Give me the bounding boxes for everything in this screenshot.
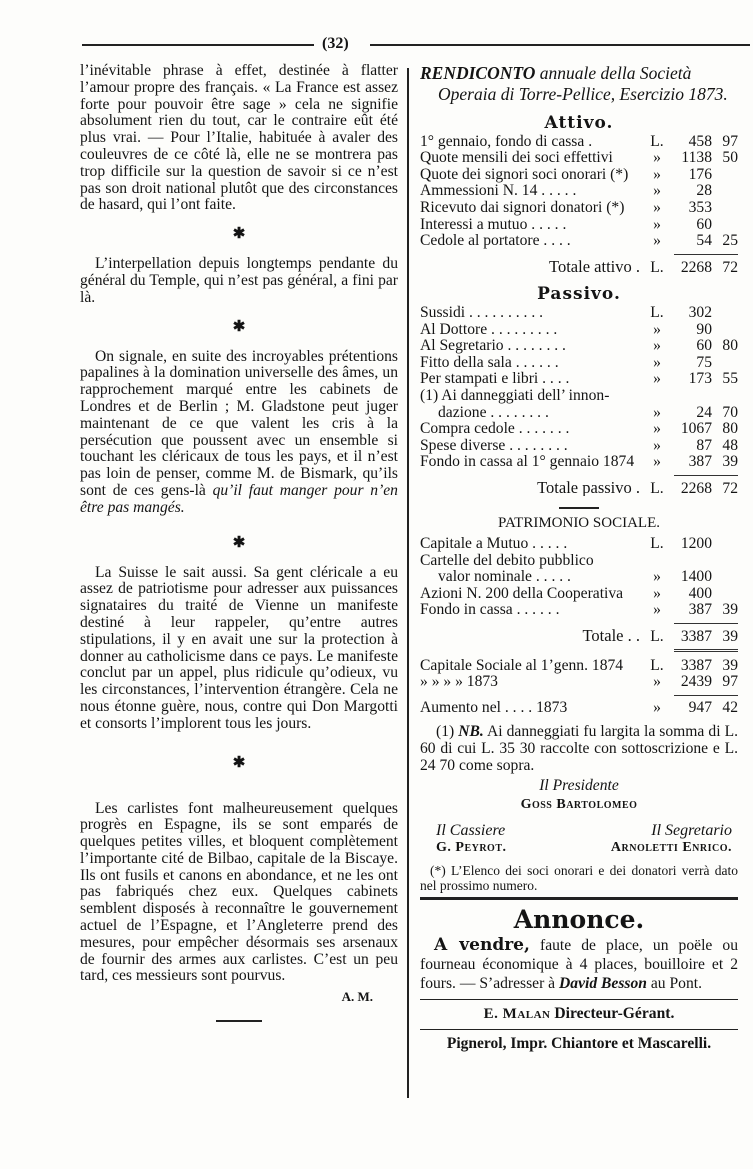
paragraph-interpellation: L’interpellation depuis longtemps pendante du général du Temple, qui n’est pas général, a fini par là. xyxy=(80,255,398,306)
right-column xyxy=(420,63,738,1053)
row-currency: » xyxy=(653,584,661,602)
patrimonio-total xyxy=(420,628,738,646)
paragraph-rapprochement xyxy=(80,349,398,517)
footnote-text: Ai danneggiati fu largita la somma di L. 60 di cui L. 35 30 raccolte con sottoscrizione e L. 24 70 come sopra. xyxy=(420,723,738,774)
cashier-name: G. Peyrot. xyxy=(436,839,507,855)
increase-row xyxy=(420,700,738,717)
table-row xyxy=(420,674,738,691)
table-row xyxy=(420,405,738,422)
left-column xyxy=(80,63,398,1022)
table-row xyxy=(420,553,738,570)
officer-names xyxy=(420,840,738,857)
total-cents: 39 xyxy=(722,628,738,646)
row-currency: » xyxy=(653,232,661,250)
patrimonio-heading: PATRIMONIO SOCIALE. xyxy=(498,515,660,532)
row-lire: 60 xyxy=(696,337,712,355)
paragraph-italic: qu’il faut manger pour n’en être pas mangés. xyxy=(80,481,398,516)
table-row xyxy=(420,183,738,200)
president-title: Il Presidente xyxy=(539,777,619,795)
separator-star-icon: ✱ xyxy=(232,226,246,243)
table-row xyxy=(420,322,738,339)
row-label: Capitale Sociale al 1’genn. 1874 xyxy=(420,657,624,674)
officer-titles xyxy=(420,823,738,840)
total-lire: 3387 xyxy=(680,628,712,646)
table-row xyxy=(420,233,738,250)
row-currency: » xyxy=(653,165,661,183)
row-lire: 90 xyxy=(696,320,712,338)
row-lire: 302 xyxy=(688,303,712,321)
table-row xyxy=(420,200,738,217)
row-cents: 97 xyxy=(722,673,738,691)
row-cents: 39 xyxy=(722,453,738,471)
passivo-heading: Passivo. xyxy=(537,284,621,305)
row-currency: L. xyxy=(650,132,664,150)
row-lire: 1200 xyxy=(680,535,712,553)
separator-star-icon: ✱ xyxy=(232,534,246,551)
report-title-rest: annuale della Società Operaia di Torre-Pellice, Esercizio 1873. xyxy=(438,63,728,104)
column-separator xyxy=(407,68,409,1098)
thick-rule xyxy=(420,897,738,900)
row-currency: » xyxy=(653,215,661,233)
total-lire: 2268 xyxy=(680,258,712,276)
separator-star-icon: ✱ xyxy=(232,318,246,335)
table-row xyxy=(420,305,738,322)
capital-table xyxy=(420,658,738,691)
row-currency: L. xyxy=(650,303,664,321)
footnote xyxy=(420,724,738,774)
header-rule-right xyxy=(370,44,750,46)
president-name: Goss Bartolomeo xyxy=(520,796,638,812)
table-row xyxy=(420,438,738,455)
row-cents: 25 xyxy=(722,232,738,250)
annonce-heading: Annonce. xyxy=(513,904,645,934)
row-currency: L. xyxy=(650,535,664,553)
row-lire: 387 xyxy=(688,601,712,619)
row-currency: » xyxy=(653,453,661,471)
row-cents: 48 xyxy=(722,436,738,454)
advertisement xyxy=(420,936,738,993)
table-row xyxy=(420,421,738,438)
row-label: Quote mensili dei soci effettivi xyxy=(420,150,613,167)
report-title-bold: RENDICONTO xyxy=(420,63,536,83)
row-lire: 24 xyxy=(696,403,712,421)
total-currency: L. xyxy=(650,628,664,646)
cashier-title: Il Cassiere xyxy=(436,822,506,840)
row-currency: » xyxy=(653,673,661,691)
row-lire: 173 xyxy=(688,370,712,388)
table-row xyxy=(420,150,738,167)
gerant-line xyxy=(420,1006,738,1023)
table-row xyxy=(420,602,738,619)
row-lire: 458 xyxy=(688,132,712,150)
author-signature: A. M. xyxy=(341,989,373,1005)
secretary-title: Il Segretario xyxy=(651,822,732,840)
row-label: » » » » 1873 xyxy=(420,674,498,691)
row-label: 1° gennaio, fondo di cassa . xyxy=(420,133,593,150)
row-cents: 39 xyxy=(722,656,738,674)
row-label: Sussidi . . . . . . . . . . xyxy=(420,304,544,321)
table-row xyxy=(420,217,738,234)
row-currency: L. xyxy=(650,656,664,674)
passivo-table xyxy=(420,305,738,471)
row-cents: 39 xyxy=(722,601,738,619)
total-currency: L. xyxy=(650,479,664,497)
table-row xyxy=(420,569,738,586)
footnote-nb: NB. xyxy=(458,723,484,741)
row-label: Al Segretario . . . . . . . . xyxy=(420,338,566,355)
row-cents: 70 xyxy=(722,403,738,421)
end-rule xyxy=(216,1020,262,1022)
paragraph-carlistes: Les carlistes font malheureusement quelques progrès en Espagne, ils se sont emparés de quelques petites villes, et bloquent complètement l’importante cité de Bilbao, capitale de la Biscaye. Ils ont fusils et canons en abondance, et ne les ont pas fabriqués chez eux. Quelques cabinets semblent disposés à reconnaître le gouvernement actuel de l’Espagne, et l’Angleterre prend des mesures, pour empêcher désormais ses arsenaux de fournir des armes aux carlistes. C’est un peu tard, ces messieurs sont pourvus. xyxy=(80,799,398,985)
row-label: Cedole al portatore . . . . xyxy=(420,233,571,250)
row-lire: 60 xyxy=(696,215,712,233)
double-rule xyxy=(674,649,738,652)
row-cents: 80 xyxy=(722,420,738,438)
row-cents: 80 xyxy=(722,337,738,355)
row-currency: » xyxy=(653,353,661,371)
page-number: (32) xyxy=(322,35,349,52)
table-row xyxy=(420,134,738,151)
row-currency: » xyxy=(653,601,661,619)
row-label: Spese diverse . . . . . . . . xyxy=(420,437,568,454)
rule xyxy=(420,999,738,1001)
table-row xyxy=(420,371,738,388)
header-rule-left xyxy=(82,44,314,46)
sum-rule xyxy=(674,623,738,624)
attivo-total xyxy=(420,259,738,277)
row-label: Fitto della sala . . . . . . xyxy=(420,354,559,371)
row-label: Ricevuto dai signori donatori (*) xyxy=(420,199,625,216)
row-label: Al Dottore . . . . . . . . . xyxy=(420,321,558,338)
row-lire: 1400 xyxy=(680,568,712,586)
row-label: valor nominale . . . . . xyxy=(438,569,571,586)
paragraph-text: On signale, en suite des incroyables prétentions papalines à la domination universelle des âmes, un rapprochement marqué entre les cabinets de Londres et de Berlin ; M. Gladstone peut juger maintenant de ce que valent les cris à la persécution que poussent avec un ensemble si touchant les cléricaux de tous les pays, et il n’est pas loin de penser, comme M. de Bismark, qu’ils sont de ces gens-là xyxy=(80,347,398,499)
total-cents: 72 xyxy=(722,258,738,276)
row-lire: 353 xyxy=(688,198,712,216)
report-title xyxy=(420,63,738,105)
secretary-name: Arnoletti Enrico. xyxy=(610,839,732,855)
row-currency: » xyxy=(653,370,661,388)
row-label: Capitale a Mutuo . . . . . xyxy=(420,536,568,553)
sum-rule xyxy=(674,695,738,696)
patrimonio-table xyxy=(420,536,738,619)
rule xyxy=(420,1029,738,1031)
row-lire: 54 xyxy=(696,232,712,250)
row-currency: » xyxy=(653,568,661,586)
table-row xyxy=(420,167,738,184)
total-label: Totale . . xyxy=(582,628,640,645)
row-cents: 55 xyxy=(722,370,738,388)
gerant-name: E. Malan xyxy=(483,1006,551,1023)
row-label: dazione . . . . . . . . xyxy=(438,404,549,421)
row-cents: 97 xyxy=(722,132,738,150)
row-lire: 28 xyxy=(696,182,712,200)
row-currency: » xyxy=(653,436,661,454)
paragraph-continuation: l’inévitable phrase à effet, destinée à flatter l’amour propre des français. « La France est assez forte pour pouvoir être sage » cela ne signifie absolument rien du tout, car le contraire eût été plus vrai. — Pour l’Italie, habituée à avaler des couleuvres de ce côté là, elle ne se montrera pas trop difficile sur la question de savoir si ce n’est pas son droit national plutôt que des circonstances de hasard, qui l’ont faite. xyxy=(80,62,398,214)
table-row xyxy=(420,658,738,675)
table-row xyxy=(420,338,738,355)
row-label: Fondo in cassa . . . . . . xyxy=(420,602,560,619)
row-label: Interessi a mutuo . . . . . xyxy=(420,216,567,233)
total-label: Totale attivo . xyxy=(549,258,640,276)
row-currency: » xyxy=(653,698,661,716)
table-row xyxy=(420,388,738,405)
row-currency: » xyxy=(653,403,661,421)
table-row xyxy=(420,536,738,553)
row-lire: 400 xyxy=(688,584,712,602)
section-rule xyxy=(559,507,599,509)
row-label: Aumento nel . . . . 1873 xyxy=(420,699,568,716)
row-label: Compra cedole . . . . . . . xyxy=(420,421,570,438)
ad-text: faute de place, un poële ou fourneau économique à 4 places, bouilloire et 2 fours. — S’adresser à xyxy=(420,936,738,992)
row-label: Cartelle del debito pubblico xyxy=(420,552,594,569)
page-header xyxy=(82,35,750,55)
row-lire: 176 xyxy=(688,165,712,183)
ad-lead: A vendre, xyxy=(434,934,530,955)
row-currency: » xyxy=(653,337,661,355)
table-row xyxy=(420,454,738,471)
row-lire: 3387 xyxy=(680,656,712,674)
row-currency: » xyxy=(653,198,661,216)
sum-rule xyxy=(674,254,738,255)
gerant-title: Directeur-Gérant. xyxy=(554,1005,675,1023)
row-label: Quote dei signori soci onorari (*) xyxy=(420,166,629,183)
total-currency: L. xyxy=(650,258,664,276)
row-cents: 42 xyxy=(722,698,738,716)
row-currency: » xyxy=(653,320,661,338)
asterisk-note: (*) L’Elenco dei soci onorari e dei donatori verrà dato nel prossimo numero. xyxy=(420,862,738,893)
ad-name: David Besson xyxy=(559,974,647,992)
row-lire: 947 xyxy=(688,698,712,716)
attivo-heading: Attivo. xyxy=(544,113,614,133)
total-cents: 72 xyxy=(722,479,738,497)
paragraph-suisse: La Suisse le sait aussi. Sa gent cléricale a eu assez de patriotisme pour adresser aux puissances signataires du traité de Vienne un manifeste destiné à leur rappeler, qu’entre autres stipulations, il y en avait une sur la protection à donner au catholicisme dans ce pays. Le manifeste conclut par un appel, plus ridicule qu’odieux, vu les circonstances, l’intervention étrangère. Cela ne nous étonne guère, nous, contre qui Don Margotti et consorts l’implorent tous les jours. xyxy=(80,563,398,732)
row-currency: » xyxy=(653,182,661,200)
row-label: Per stampati e libri . . . . xyxy=(420,371,570,388)
ad-tail: au Pont. xyxy=(650,974,702,992)
separator-star-icon: ✱ xyxy=(232,754,246,771)
footnote-marker: (1) xyxy=(436,723,455,741)
sum-rule xyxy=(674,475,738,476)
row-currency: » xyxy=(653,149,661,167)
row-label: (1) Ai danneggiati dell’ innon- xyxy=(420,387,610,404)
table-row xyxy=(420,586,738,603)
row-label: Azioni N. 200 della Cooperativa xyxy=(420,585,624,602)
row-lire: 387 xyxy=(688,453,712,471)
printer-line: Pignerol, Impr. Chiantore et Mascarelli. xyxy=(446,1035,712,1053)
row-cents: 50 xyxy=(722,149,738,167)
row-lire: 2439 xyxy=(680,673,712,691)
row-label: Fondo in cassa al 1° gennaio 1874 xyxy=(420,454,635,471)
table-row xyxy=(420,355,738,372)
row-currency: » xyxy=(653,420,661,438)
row-lire: 75 xyxy=(696,353,712,371)
row-lire: 87 xyxy=(696,436,712,454)
row-lire: 1067 xyxy=(680,420,712,438)
attivo-table xyxy=(420,134,738,250)
row-lire: 1138 xyxy=(681,149,712,167)
passivo-total xyxy=(420,480,738,498)
row-label: Ammessioni N. 14 . . . . . xyxy=(420,183,577,200)
total-label: Totale passivo . xyxy=(537,479,640,497)
total-lire: 2268 xyxy=(680,479,712,497)
